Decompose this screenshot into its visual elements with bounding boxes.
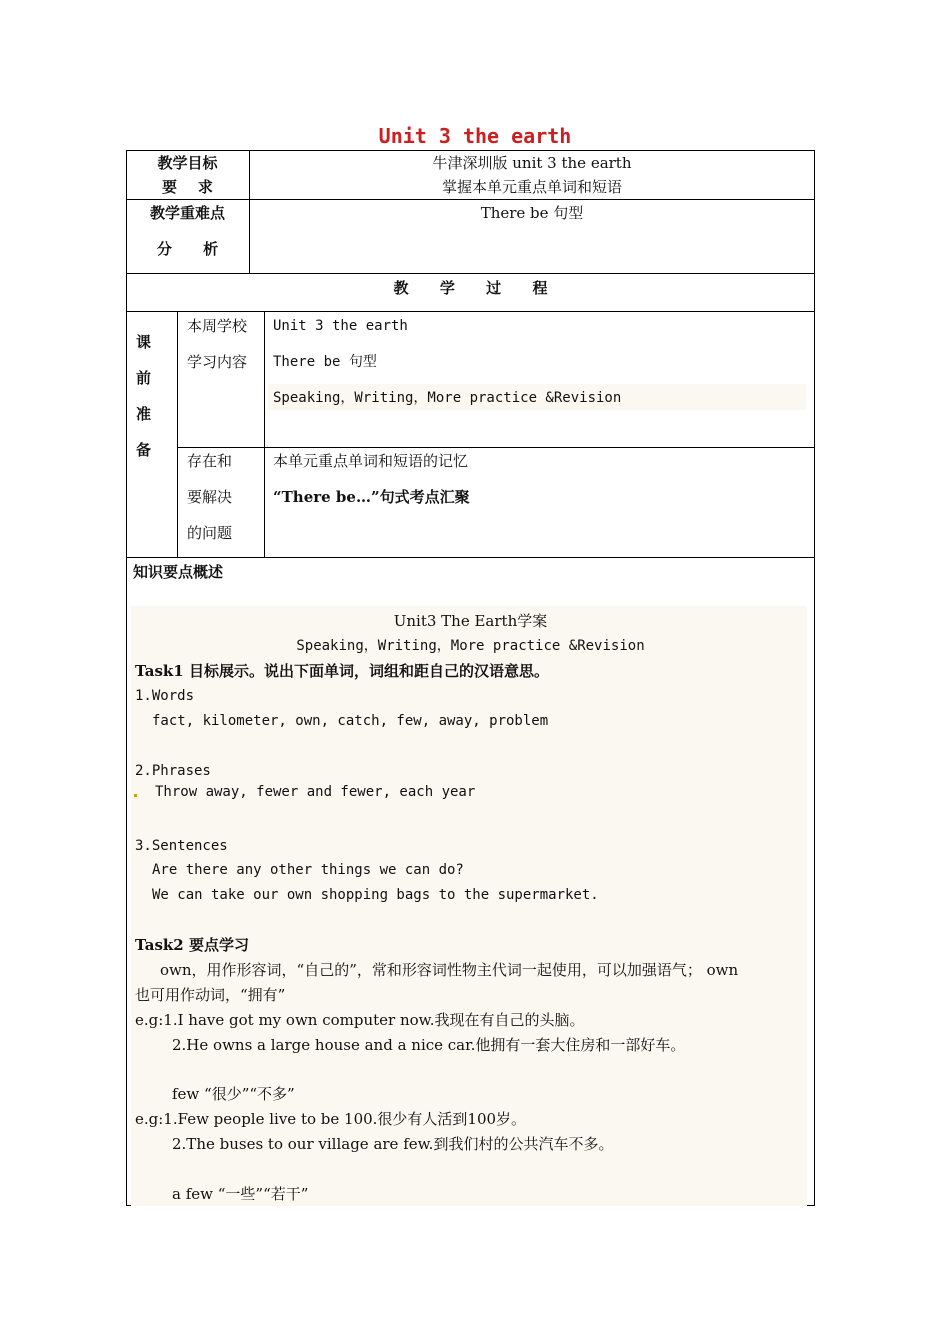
sentence-1: Are there any other things we can do? <box>152 862 464 878</box>
process-heading: 教 学 过 程 <box>393 279 548 297</box>
row-divider <box>177 447 815 448</box>
preclass-label-char-4: 备 <box>136 441 152 459</box>
words-list: fact, kilometer, own, catch, few, away, problem <box>152 713 549 729</box>
week-label-line-1: 本周学校 <box>187 317 248 335</box>
problems-label-line-2: 要解决 <box>187 488 233 506</box>
column-divider <box>264 311 265 557</box>
few-line: few “很少”“不多” <box>172 1085 295 1103</box>
row-divider <box>126 311 815 312</box>
week-content-line-2: There be 句型 <box>273 354 377 370</box>
keypoints-content: There be 句型 <box>480 204 584 222</box>
sentence-2: We can take our own shopping bags to the supermarket. <box>152 887 599 903</box>
few-example-2: 2.The buses to our village are few.到我们村的公共汽车不多。 <box>172 1135 614 1153</box>
own-example-1: e.g:1.I have got my own computer now.我现在有自己的头脑。 <box>135 1011 585 1029</box>
keypoints-label-line-1: 教学重难点 <box>149 204 225 222</box>
row-divider <box>126 273 815 274</box>
own-example-2: 2.He owns a large house and a nice car.他拥有一套大住房和一部好车。 <box>172 1036 686 1054</box>
few-example-1: e.g:1.Few people live to be 100.很少有人活到100岁。 <box>135 1110 527 1128</box>
goals-line-1: 牛津深圳版 unit 3 the earth <box>432 154 632 172</box>
words-heading: 1.Words <box>135 688 195 704</box>
problems-label-line-1: 存在和 <box>187 452 233 470</box>
bullet-dot-icon <box>134 794 137 797</box>
preclass-label-char-1: 课 <box>136 333 152 351</box>
week-content-line-3: Speaking，Writing，More practice &Revision <box>273 390 622 406</box>
goals-label-line-1: 教学目标 <box>157 154 218 172</box>
keypoints-label-line-2: 分 析 <box>156 240 219 258</box>
preclass-label-char-2: 前 <box>136 369 152 387</box>
own-explanation-line-1: own，用作形容词，“自己的”，常和形容词性物主代词一起使用，可以加强语气； own <box>160 961 739 979</box>
preclass-label-char-3: 准 <box>136 405 152 423</box>
problems-label-line-3: 的问题 <box>187 524 233 542</box>
goals-line-2: 掌握本单元重点单词和短语 <box>441 178 622 196</box>
knowledge-subtitle-2: Speaking，Writing，More practice &Revision <box>296 638 645 654</box>
phrases-list: Throw away, fewer and fewer, each year <box>155 784 476 800</box>
row-divider <box>126 199 815 200</box>
knowledge-subtitle-1: Unit3 The Earth学案 <box>393 612 548 630</box>
week-content-line-1: Unit 3 the earth <box>273 318 408 334</box>
problems-content-line-1: 本单元重点单词和短语的记忆 <box>273 452 469 470</box>
row-divider <box>126 557 815 558</box>
own-explanation-line-2: 也可用作动词，“拥有” <box>135 986 286 1004</box>
knowledge-heading: 知识要点概述 <box>133 563 224 581</box>
phrases-heading: 2.Phrases <box>135 763 211 779</box>
document-title: Unit 3 the earth <box>378 124 572 148</box>
a-few-line: a few “一些”“若干” <box>172 1185 309 1203</box>
task2-heading: Task2 要点学习 <box>135 936 249 954</box>
problems-content-line-2: “There be…”句式考点汇聚 <box>273 488 470 506</box>
sentences-heading: 3.Sentences <box>135 838 228 854</box>
column-divider <box>177 311 178 557</box>
task1-heading: Task1 目标展示。说出下面单词，词组和距自己的汉语意思。 <box>135 662 549 680</box>
goals-label-line-2: 要 求 <box>162 178 213 196</box>
week-label-line-2: 学习内容 <box>187 353 248 371</box>
